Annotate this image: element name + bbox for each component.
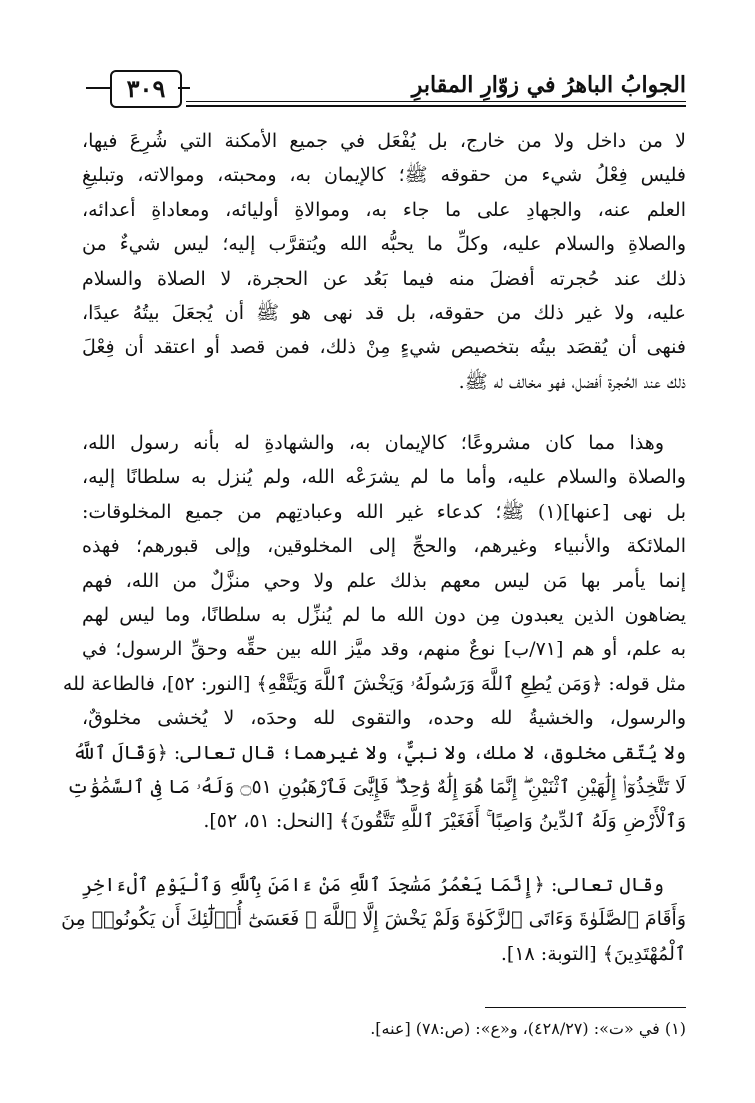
paragraph-2	[62, 426, 686, 839]
text-line: عليه، ولا غير ذلك من حقوقه، بل قد نهى هو ﷺ أن يُجعَلَ بيتُهُ عيدًا،	[82, 302, 686, 325]
running-header	[86, 70, 686, 112]
text-line: العلم عنه، والجهادِ على ما جاء به، وموالاةِ أوليائه، ومعاداةِ أعدائه،	[82, 198, 686, 221]
book-title: الجوابُ الباهرُ في زوّارِ المقابرِ	[411, 72, 686, 98]
text-line: والصلاةِ والسلام عليه، وكلِّ ما يحبُّه الله ويُتقرَّب إليه؛ ليس شيءٌ من	[82, 233, 686, 256]
page-number: ٣٠٩	[110, 70, 182, 108]
quran-verse-line: ٱلْمُهْتَدِينَ﴾ [التوبة: ١٨].	[500, 942, 686, 965]
paragraph-3	[61, 868, 686, 971]
text-line: فليس فِعْلُ شيء من حقوقه ﷺ؛ كالإيمان به، ومحبته، وموالاته، وتبليغِ	[82, 164, 686, 187]
text-line: إنما يأمر بها مَن ليس معهم بذلك علم ولا وحي منزَّلٌ من الله، فهم	[82, 569, 686, 592]
footnote: (١) في «ت»: (٤٢٨/٢٧)، و«ع»: (ص:٧٨) [عنه].	[370, 1019, 686, 1038]
header-rule-thick	[186, 105, 686, 107]
text-line: بل نهى [عنها](١) ﷺ؛ كدعاء غير الله وعبادتِهم من جميع المخلوقات:	[82, 500, 686, 523]
text-line: يضاهون الذين يعبدون مِن دون الله ما لم يُنزِّل به سلطانًا، وما ليس لهم	[82, 604, 686, 627]
quran-verse-line: وقال تعالى: ﴿إِنَّمَا يَعْمُرُ مَسَٰجِدَ ٱللَّهِ مَنْ ءَامَنَ بِٱللَّهِ وَٱلْيَوْمِ ٱلْءَاخِرِ	[82, 874, 665, 896]
text-line: ذلك عند حُجرته أفضلَ منه فيما بَعُد عن الحجرة، لا الصلاة والسلام	[82, 267, 686, 290]
page-number-dash-left	[86, 87, 110, 89]
quran-verse-line: وَٱلْأَرْضِ وَلَهُ ٱلدِّينُ وَاصِبًا ۚ أَفَغَيْرَ ٱللَّهِ تَتَّقُونَ﴾ [النحل: ٥١، ٥٢].	[203, 810, 686, 833]
footnote-separator	[485, 1007, 686, 1008]
text-line: ذلك عند الحُجرة أفضل، فهو مخالف له ﷺ.	[458, 370, 686, 393]
quran-verse-line: لَا تَتَّخِذُوٓا۟ إِلَٰهَيْنِ ٱثْنَيْنِ ۖ إِنَّمَا هُوَ إِلَٰهٌ وَٰحِدٌ ۖ فَإِيَّٰىَ فَٱرْهَبُونِ ۝٥١ وَلَهُۥ مَا فِى ٱلسَّمَٰوَٰتِ	[66, 776, 686, 799]
paragraph-1	[82, 124, 686, 399]
quran-verse-line: وَأَقَامَ ٱلصَّلَوٰةَ وَءَاتَى ٱلزَّكَوٰةَ وَلَمْ يَخْشَ إِلَّا ٱللَّهَ ۖ فَعَسَىٰٓ أُو۟لَٰٓئِكَ أَن يَكُونُوا۟ مِنَ	[61, 908, 686, 931]
page-number-dash-right	[178, 87, 190, 89]
text-line: وهذا مما كان مشروعًا؛ كالإيمان به، والشهادةِ له بأنه رسول الله،	[82, 432, 664, 454]
text-line: به علم، أو هم [٧١/ب] نوعٌ منهم، وقد ميَّز الله بين حقِّه وحقِّ الرسول؛ في	[82, 638, 686, 661]
text-line: الملائكة والأنبياء وغيرهم، والحجِّ إلى المخلوقين، وإلى قبورهم؛ فهذه	[82, 535, 686, 558]
text-line: مثل قوله: ﴿وَمَن يُطِعِ ٱللَّهَ وَرَسُولَهُۥ وَيَخْشَ ٱللَّهَ وَيَتَّقْهِ﴾ [النور: ٥٢]، فالطاعة لله	[62, 672, 686, 695]
header-rule-thin	[186, 101, 686, 102]
text-line: ولا يُتّقى مخلوق، لا ملك، ولا نبيٌّ، ولا غيرهما؛ قال تعالى: ﴿وَقَالَ ٱللَّهُ	[72, 741, 686, 764]
text-line: فنهى أن يُقصَد بيتُه بتخصيص شيءٍ مِنْ ذلك، فمن قصد أو اعتقد أن فِعْلَ	[82, 336, 686, 359]
text-line: والصلاة والسلام عليه، وأما ما لم يشرَعْه الله، ولم يُنزل به سلطانًا إليه،	[82, 466, 686, 489]
text-line: والرسول، والخشيةُ لله وحده، والتقوى لله وحدَه، لا يُخشى مخلوقٌ،	[82, 707, 686, 730]
text-line: لا من داخل ولا من خارج، بل يُفْعَل في جميع الأمكنة التي شُرِعَ فيها،	[82, 130, 686, 152]
